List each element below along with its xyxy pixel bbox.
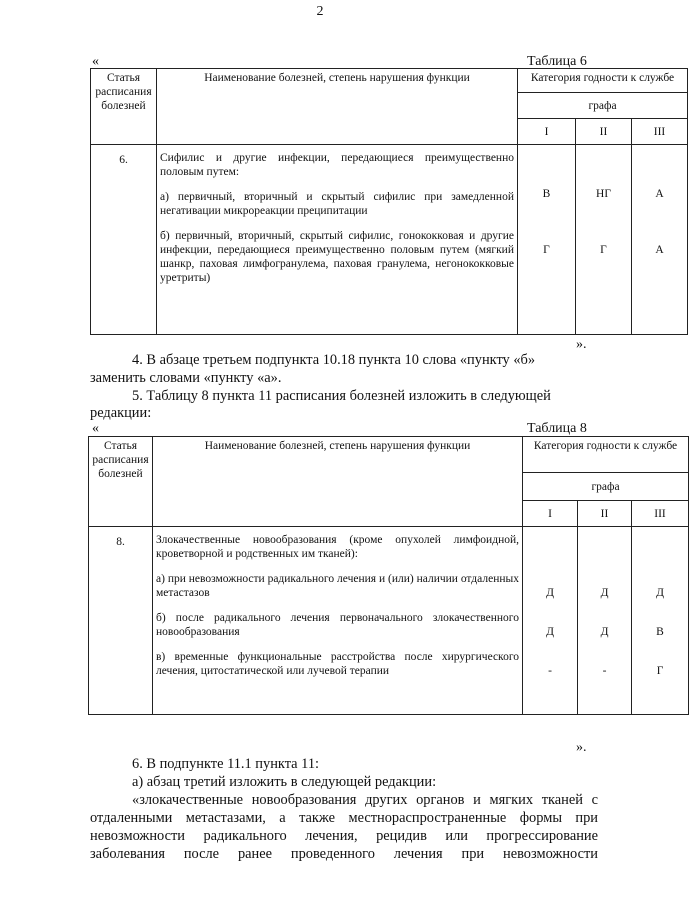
table8-label: Таблица 8 [527, 421, 587, 436]
article-number: 8. [89, 527, 153, 715]
header-category: Категория годности к службе [518, 69, 688, 93]
table6-close-quote: ». [576, 337, 587, 352]
article-number: 6. [91, 145, 157, 335]
header-col-1: I [518, 119, 576, 145]
para5-line1: 5. Таблицу 8 пункта 11 расписания болезней изложить в следующей [132, 388, 551, 404]
disease-row-a: а) первичный, вторичный и скрытый сифилис при замедленной негативации микрореакции преципитации [160, 191, 514, 217]
row-b-grafa-2: Г [600, 244, 607, 256]
para6-line4: отдаленными метастазами, а также местнораспространенные формы при [90, 810, 598, 826]
row-b-grafa-1: Д [546, 626, 554, 638]
disease-intro: Сифилис и другие инфекции, передающиеся преимущественно половым путем: [160, 152, 514, 178]
grafa-1-cell [523, 527, 578, 715]
row-a-grafa-3: Д [656, 587, 664, 599]
disease-row-a: а) при невозможности радикального лечения и (или) наличии отдаленных метастазов [156, 573, 519, 599]
para6-line3: «злокачественные новообразования других органов и мягких тканей с [132, 792, 598, 808]
row-b-grafa-2: Д [600, 626, 609, 638]
header-col-1: I [523, 501, 578, 527]
header-category: Категория годности к службе [523, 437, 689, 473]
para5-line2: редакции: [90, 405, 152, 421]
header-col-3: III [632, 501, 689, 527]
disease-intro: Злокачественные новообразования (кроме опухолей лимфоидной, кроветворной и родственных им тканей): [156, 534, 519, 560]
row-a-grafa-2: Д [600, 587, 609, 599]
row-c-grafa-3: Г [656, 665, 664, 677]
table8-close-quote: ». [576, 740, 587, 755]
para4-line1: 4. В абзаце третьем подпункта 10.18 пункта 10 слова «пункту «б» [132, 352, 536, 368]
grafa-3-cell [632, 527, 689, 715]
header-col-2: II [578, 501, 632, 527]
disease-row-c: в) временные функциональные расстройства после хирургического лечения, цитостатической или лучевой терапии [156, 651, 519, 677]
table8-open-quote: « [92, 421, 99, 436]
disease-cell [157, 145, 518, 335]
header-disease-name: Наименование болезней, степень нарушения функции [153, 437, 523, 527]
grafa-3-cell [632, 145, 688, 335]
header-disease-name: Наименование болезней, степень нарушения функции [157, 69, 518, 145]
row-a-grafa-1: В [542, 188, 551, 200]
disease-row-b: б) после радикального лечения первоначального злокачественного новообразования [156, 612, 519, 638]
row-a-grafa-2: НГ [596, 188, 611, 200]
para6-line6: заболевания после ранее проведенного лечения при невозможности [90, 846, 598, 862]
grafa-2-cell [576, 145, 632, 335]
grafa-1-cell [518, 145, 576, 335]
header-article: Статья расписания болезней [91, 69, 157, 145]
header-col-2: II [576, 119, 632, 145]
para6-line2: а) абзац третий изложить в следующей редакции: [132, 774, 437, 790]
para6-line1: 6. В подпункте 11.1 пункта 11: [132, 756, 320, 772]
row-b-grafa-1: Г [543, 244, 550, 256]
header-col-3: III [632, 119, 688, 145]
row-c-grafa-1: - [548, 665, 552, 677]
row-b-grafa-3: А [655, 244, 664, 256]
header-grafa: графа [523, 473, 689, 501]
header-article: Статья расписания болезней [89, 437, 153, 527]
disease-cell [153, 527, 523, 715]
para6-line5: невозможности радикального лечения, рецидив или прогрессирование [90, 828, 598, 844]
grafa-2-cell [578, 527, 632, 715]
row-c-grafa-2: - [602, 665, 607, 677]
table6-label: Таблица 6 [527, 54, 587, 69]
para4-line2: заменить словами «пункту «а». [90, 370, 282, 386]
table6-open-quote: « [92, 54, 99, 69]
page-number: 2 [316, 4, 324, 19]
table-8 [88, 436, 689, 715]
row-b-grafa-3: В [656, 626, 664, 638]
header-grafa: графа [518, 93, 688, 119]
disease-row-b: б) первичный, вторичный, скрытый сифилис, гонококковая и другие инфекции, передающиеся преимущественно половым путем (мягкий шанкр, паховая лимфогранулема, паховая гранулема, негонококковые уретриты) [160, 230, 514, 284]
row-a-grafa-1: Д [546, 587, 554, 599]
table-6 [90, 68, 688, 335]
row-a-grafa-3: А [655, 188, 664, 200]
